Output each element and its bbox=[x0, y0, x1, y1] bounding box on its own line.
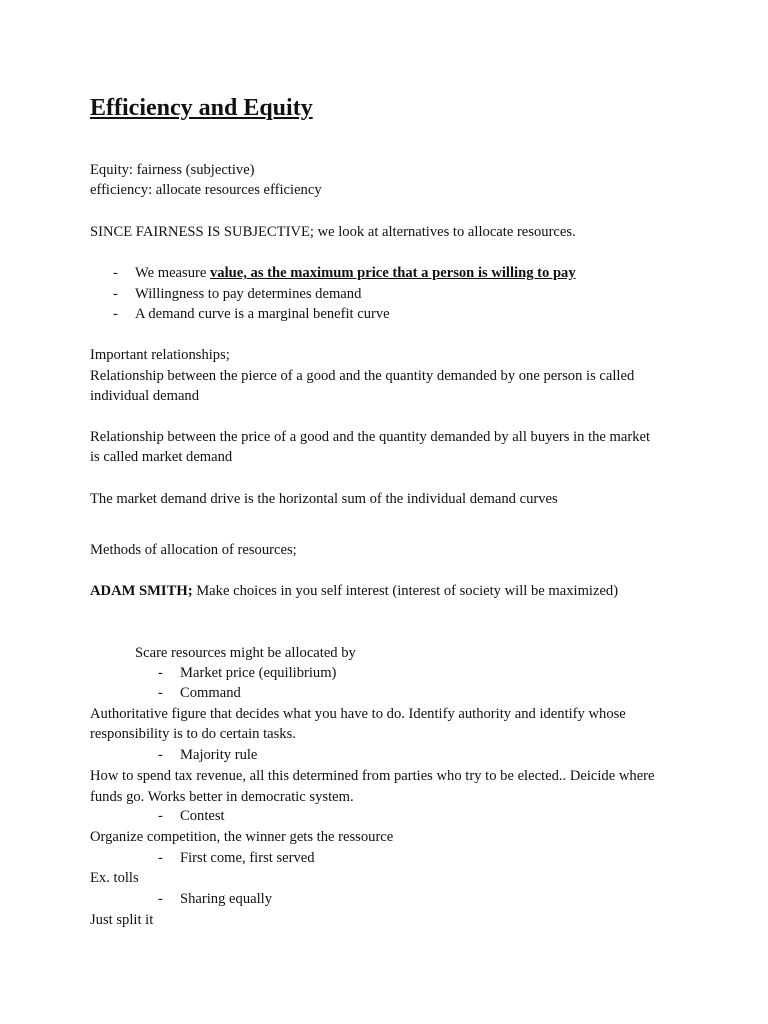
bullet-dash: - bbox=[158, 850, 163, 866]
method-first-come: First come, first served bbox=[180, 850, 315, 866]
paragraph-horizontal-sum: The market demand drive is the horizontal sum of the individual demand curves bbox=[90, 491, 558, 507]
majority-description-line2: funds go. Works better in democratic system. bbox=[90, 789, 354, 805]
heading-methods: Methods of allocation of resources; bbox=[90, 542, 297, 558]
definition-equity: Equity: fairness (subjective) bbox=[90, 162, 255, 178]
scarce-resources-intro: Scare resources might be allocated by bbox=[135, 645, 356, 661]
bullet-dash: - bbox=[158, 747, 163, 763]
bullet-measure-bold: value, as the maximum price that a person is willing to pay bbox=[210, 265, 576, 281]
method-majority-rule: Majority rule bbox=[180, 747, 258, 763]
definition-efficiency: efficiency: allocate resources efficiency bbox=[90, 182, 322, 198]
command-description-line1: Authoritative figure that decides what you have to do. Identify authority and identify whose bbox=[90, 706, 626, 722]
paragraph-since: SINCE FAIRNESS IS SUBJECTIVE; we look at alternatives to allocate resources. bbox=[90, 224, 576, 240]
bullet-dash: - bbox=[113, 265, 118, 281]
bullet-dash: - bbox=[113, 306, 118, 322]
command-description-line2: responsibility is to do certain tasks. bbox=[90, 726, 296, 742]
bullet-willingness: Willingness to pay determines demand bbox=[135, 286, 362, 302]
bullet-dash: - bbox=[113, 286, 118, 302]
adam-smith-rest: Make choices in you self interest (interest of society will be maximized) bbox=[192, 583, 619, 599]
bullet-measure-prefix: We measure bbox=[135, 265, 210, 281]
adam-smith-bold: ADAM SMITH; bbox=[90, 583, 193, 599]
heading-important: Important relationships; bbox=[90, 347, 230, 363]
paragraph-market-line1: Relationship between the price of a good and the quantity demanded by all buyers in the market bbox=[90, 429, 651, 445]
method-contest: Contest bbox=[180, 808, 225, 824]
bullet-measure-value bbox=[135, 263, 576, 283]
sharing-description: Just split it bbox=[90, 912, 154, 928]
bullet-dash: - bbox=[158, 665, 163, 681]
method-sharing-equally: Sharing equally bbox=[180, 891, 273, 907]
method-market-price: Market price (equilibrium) bbox=[180, 665, 337, 681]
contest-description: Organize competition, the winner gets the ressource bbox=[90, 829, 394, 845]
majority-description-line1: How to spend tax revenue, all this determined from parties who try to be elected.. Deicide where bbox=[90, 768, 655, 784]
page-title: Efficiency and Equity bbox=[90, 95, 313, 121]
paragraph-market-line2: is called market demand bbox=[90, 449, 233, 465]
paragraph-individual-line1: Relationship between the pierce of a good and the quantity demanded by one person is called bbox=[90, 368, 635, 384]
method-command: Command bbox=[180, 685, 241, 701]
first-come-description: Ex. tolls bbox=[90, 870, 139, 886]
paragraph-adam-smith bbox=[90, 581, 618, 601]
bullet-dash: - bbox=[158, 685, 163, 701]
paragraph-individual-line2: individual demand bbox=[90, 388, 200, 404]
bullet-dash: - bbox=[158, 891, 163, 907]
bullet-demand-curve: A demand curve is a marginal benefit curve bbox=[135, 306, 390, 322]
bullet-dash: - bbox=[158, 808, 163, 824]
